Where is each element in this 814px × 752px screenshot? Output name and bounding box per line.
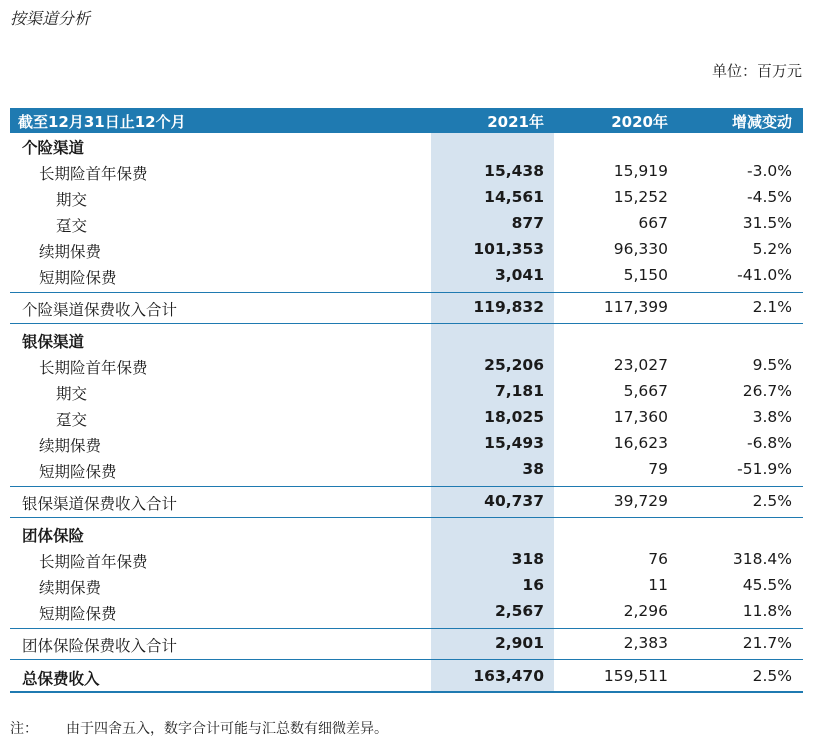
- value-change: 2.5%: [752, 667, 792, 685]
- table-row-grand-total: [10, 664, 803, 690]
- value-change: -6.8%: [747, 434, 792, 452]
- value-change: 21.7%: [742, 634, 792, 652]
- row-label: 总保费收入: [22, 670, 100, 688]
- value-2021: 318: [511, 550, 544, 568]
- value-change: 5.2%: [752, 240, 792, 258]
- table-row-agency-section: [10, 133, 803, 159]
- value-change: -3.0%: [747, 162, 792, 180]
- value-2021: 16: [522, 576, 544, 594]
- value-2021: 25,206: [484, 356, 544, 374]
- row-label: 期交: [56, 385, 88, 403]
- table-row-bancassurance-section: [10, 327, 803, 353]
- table-row: [10, 211, 803, 237]
- value-2020: 76: [648, 550, 668, 568]
- divider: [10, 486, 803, 487]
- table-row: [10, 431, 803, 457]
- table-header: [10, 108, 803, 133]
- row-label: 短期险保费: [39, 269, 117, 287]
- table-row: [10, 379, 803, 405]
- row-label: 续期保费: [39, 437, 102, 455]
- row-label: 银保渠道保费收入合计: [22, 495, 178, 513]
- value-2020: 15,919: [613, 162, 668, 180]
- value-2021: 7,181: [494, 382, 544, 400]
- value-2020: 16,623: [613, 434, 668, 452]
- value-change: 45.5%: [742, 576, 792, 594]
- section-title: 按渠道分析: [10, 9, 91, 28]
- value-change: 9.5%: [752, 356, 792, 374]
- header-2020: 2020年: [611, 113, 668, 131]
- value-2021: 2,567: [494, 602, 544, 620]
- row-label: 个险渠道保费收入合计: [22, 301, 178, 319]
- value-change: 26.7%: [742, 382, 792, 400]
- value-2021: 2,901: [494, 634, 544, 652]
- value-2020: 5,150: [623, 266, 668, 284]
- table-row: [10, 599, 803, 625]
- footnote-text: 由于四舍五入，数字合计可能与汇总数有细微差异。: [66, 721, 388, 737]
- value-2020: 667: [638, 214, 668, 232]
- premium-by-channel-table: [10, 108, 803, 693]
- row-label: 短期险保费: [39, 605, 117, 623]
- table-row-agency-total: [10, 295, 803, 321]
- row-label: 长期险首年保费: [39, 359, 148, 377]
- value-2021: 15,493: [484, 434, 544, 452]
- row-label: 长期险首年保费: [39, 165, 148, 183]
- table-row: [10, 457, 803, 483]
- value-change: 11.8%: [742, 602, 792, 620]
- table-row: [10, 353, 803, 379]
- value-2020: 2,296: [623, 602, 668, 620]
- value-change: -4.5%: [747, 188, 792, 206]
- value-change: 2.1%: [752, 298, 792, 316]
- value-2020: 11: [648, 576, 668, 594]
- row-label: 续期保费: [39, 243, 102, 261]
- table-row-bancassurance-total: [10, 489, 803, 515]
- table-row-group-section: [10, 521, 803, 547]
- divider: [10, 628, 803, 629]
- header-change: 增减变动: [731, 113, 792, 131]
- table-row: [10, 573, 803, 599]
- row-label: 长期险首年保费: [39, 553, 148, 571]
- divider: [10, 292, 803, 293]
- table-row: [10, 547, 803, 573]
- value-change: 3.8%: [752, 408, 792, 426]
- table-row-group-total: [10, 631, 803, 657]
- row-label: 期交: [56, 191, 88, 209]
- value-2020: 117,399: [603, 298, 668, 316]
- row-label: 趸交: [56, 217, 88, 235]
- value-2020: 79: [648, 460, 668, 478]
- value-2020: 96,330: [613, 240, 668, 258]
- divider: [10, 517, 803, 518]
- table-row: [10, 263, 803, 289]
- table-bottom-border: [10, 691, 803, 693]
- value-2020: 159,511: [603, 667, 668, 685]
- table-row: [10, 185, 803, 211]
- value-2020: 2,383: [623, 634, 668, 652]
- value-2020: 5,667: [623, 382, 668, 400]
- unit-label: 单位：百万元: [711, 62, 802, 80]
- row-label: 趸交: [56, 411, 88, 429]
- value-2021: 38: [522, 460, 544, 478]
- row-label: 团体保险保费收入合计: [22, 637, 178, 655]
- value-2021: 14,561: [484, 188, 544, 206]
- value-2021: 18,025: [484, 408, 544, 426]
- value-2021: 163,470: [473, 667, 544, 685]
- divider: [10, 659, 803, 660]
- table-row: [10, 159, 803, 185]
- value-2021: 119,832: [473, 298, 544, 316]
- table-row: [10, 237, 803, 263]
- row-label: 个险渠道: [22, 139, 85, 157]
- footnote: [10, 718, 388, 738]
- value-change: 318.4%: [732, 550, 792, 568]
- value-2021: 101,353: [473, 240, 544, 258]
- row-label: 短期险保费: [39, 463, 117, 481]
- value-change: -41.0%: [737, 266, 792, 284]
- table-row: [10, 405, 803, 431]
- footnote-label: 注：: [10, 721, 38, 737]
- value-2021: 15,438: [484, 162, 544, 180]
- value-change: 31.5%: [742, 214, 792, 232]
- value-2021: 40,737: [484, 492, 544, 510]
- row-label: 团体保险: [22, 527, 85, 545]
- value-2020: 39,729: [613, 492, 668, 510]
- value-change: 2.5%: [752, 492, 792, 510]
- header-period: 截至12月31日止12个月: [18, 113, 186, 131]
- value-2021: 877: [511, 214, 544, 232]
- row-label: 银保渠道: [22, 333, 85, 351]
- value-2021: 3,041: [494, 266, 544, 284]
- value-2020: 15,252: [613, 188, 668, 206]
- value-2020: 17,360: [613, 408, 668, 426]
- value-2020: 23,027: [613, 356, 668, 374]
- divider: [10, 323, 803, 324]
- row-label: 续期保费: [39, 579, 102, 597]
- value-change: -51.9%: [737, 460, 792, 478]
- header-2021: 2021年: [487, 113, 544, 131]
